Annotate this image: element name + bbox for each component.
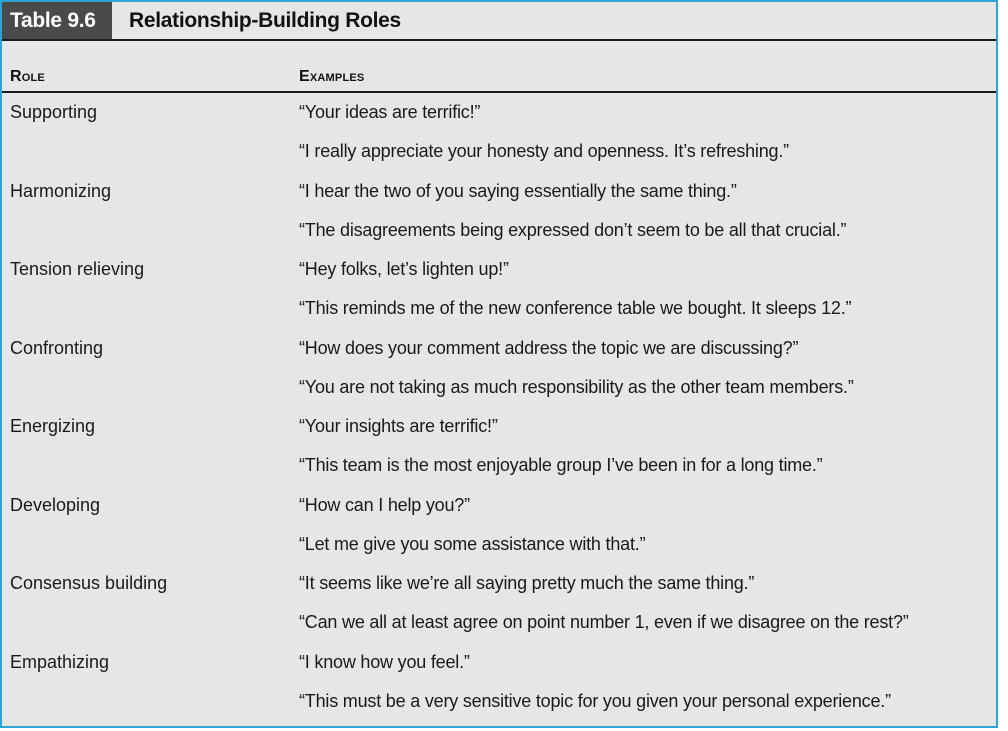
- table-row: [2, 173, 996, 251]
- role-cell: Energizing: [10, 416, 96, 436]
- example-cell: “The disagreements being expressed don’t seem to be all that crucial.”: [299, 220, 847, 240]
- table-row: [2, 644, 996, 722]
- table-row: [2, 408, 996, 486]
- table-row: [2, 251, 996, 329]
- table-row: [2, 565, 996, 643]
- table-row: [2, 94, 996, 172]
- column-header-examples: Examples: [299, 68, 365, 85]
- table-number-label: Table 9.6: [2, 2, 112, 39]
- example-cell: “This team is the most enjoyable group I’ve been in for a long time.”: [299, 455, 823, 475]
- example-cell: “This must be a very sensitive topic for you given your personal experience.”: [299, 691, 891, 711]
- example-cell: “It seems like we’re all saying pretty much the same thing.”: [299, 573, 755, 593]
- header-divider: [2, 91, 996, 93]
- example-cell: “You are not taking as much responsibility as the other team members.”: [299, 377, 854, 397]
- role-cell: Tension relieving: [10, 259, 145, 279]
- role-cell: Empathizing: [10, 652, 110, 672]
- table-title: Relationship-Building Roles: [129, 9, 401, 32]
- example-cell: “I know how you feel.”: [299, 652, 470, 672]
- role-cell: Consensus building: [10, 573, 168, 593]
- table-row: [2, 330, 996, 408]
- role-cell: Developing: [10, 495, 101, 515]
- example-cell: “How can I help you?”: [299, 495, 470, 515]
- example-cell: “Can we all at least agree on point number 1, even if we disagree on the rest?”: [299, 612, 909, 632]
- role-cell: Harmonizing: [10, 181, 112, 201]
- example-cell: “Your ideas are terrific!”: [299, 102, 481, 122]
- example-cell: “This reminds me of the new conference table we bought. It sleeps 12.”: [299, 298, 852, 318]
- table-row: [2, 487, 996, 565]
- table-title-bar: [2, 2, 996, 41]
- example-cell: “I hear the two of you saying essentially the same thing.”: [299, 181, 737, 201]
- role-cell: Confronting: [10, 338, 104, 358]
- example-cell: “Let me give you some assistance with that.”: [299, 534, 646, 554]
- role-cell: Supporting: [10, 102, 98, 122]
- example-cell: “Hey folks, let’s lighten up!”: [299, 259, 509, 279]
- example-cell: “Your insights are terrific!”: [299, 416, 498, 436]
- example-cell: “I really appreciate your honesty and openness. It’s refreshing.”: [299, 141, 789, 161]
- column-header-role: Role: [10, 68, 45, 85]
- example-cell: “How does your comment address the topic we are discussing?”: [299, 338, 799, 358]
